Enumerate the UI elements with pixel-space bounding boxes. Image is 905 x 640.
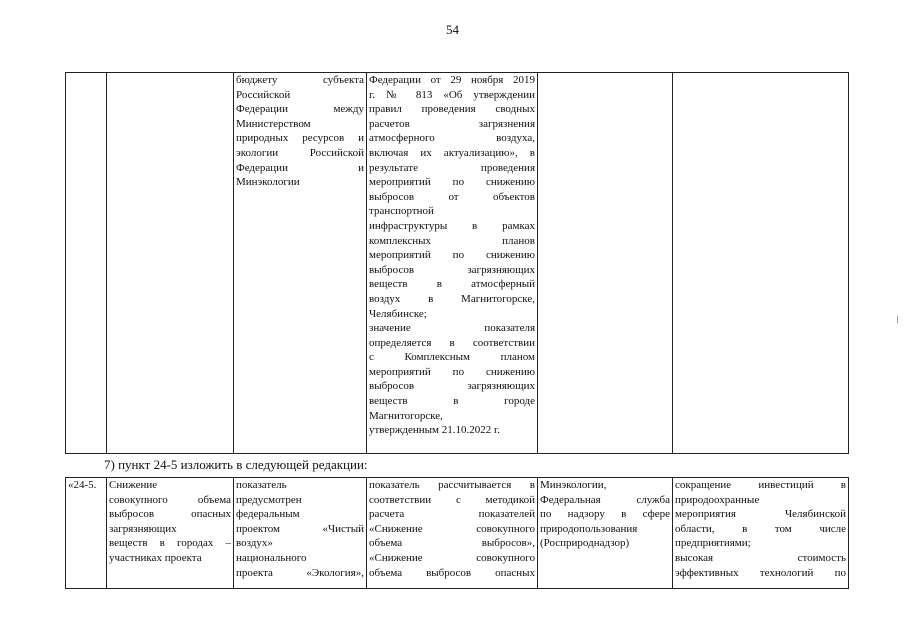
cell-text-line: Федерации между xyxy=(236,103,364,116)
cell-text-line: Магнитогорске, xyxy=(369,409,443,422)
cell-source xyxy=(234,73,367,454)
cell-text-line: предусмотрен xyxy=(236,493,302,506)
cell-text-line: Минэкологии, xyxy=(540,479,607,491)
cell-text-line: комплексных планов xyxy=(369,234,535,247)
cell-text-line: мероприятия Челябинской xyxy=(675,508,846,521)
cell-text-line: природных ресурсов и xyxy=(236,132,364,145)
cell-text-line: эффективных технологий по xyxy=(675,566,846,579)
table-row xyxy=(66,478,849,589)
cell-text-line: результате проведения xyxy=(369,161,535,174)
cell-indicator xyxy=(107,478,234,589)
cell-text-line: объема выбросов опасных xyxy=(369,566,535,579)
cell-risks xyxy=(673,73,849,454)
item-24-5-table xyxy=(65,477,849,589)
cell-text-line: показатель рассчитывается в xyxy=(369,479,535,491)
cell-source xyxy=(234,478,367,589)
amendment-instruction: 7) пункт 24-5 изложить в следующей редакции: xyxy=(104,457,368,472)
cell-text-line: с Комплексным планом xyxy=(369,351,535,364)
cell-text-line: включая их актуализацию», в xyxy=(369,146,535,159)
page-number: 54 xyxy=(446,22,459,37)
cell-text-line: высокая стоимость xyxy=(675,551,846,564)
cell-text-line: воздух в Магнитогорске, xyxy=(369,292,535,305)
cell-text-line: предприятиями; xyxy=(675,537,751,550)
cell-text-line: г. № 813 «Об утверждении xyxy=(369,88,535,101)
cell-text-line: по надзору в сфере xyxy=(540,508,670,521)
cell-responsible xyxy=(538,73,673,454)
cell-text-line: правил проведения сводных xyxy=(369,103,535,116)
cell-text-line: соответствии с методикой xyxy=(369,493,535,506)
cell-text-line: Минэкологии xyxy=(236,176,300,189)
cell-text-line: мероприятий по снижению xyxy=(369,249,535,262)
table-row xyxy=(66,73,849,454)
cell-text-line: совокупного объема xyxy=(109,493,231,506)
cell-text-line: веществ в городах – xyxy=(109,537,231,550)
cell-risks xyxy=(673,478,849,589)
cell-text-line: загрязняющих xyxy=(109,522,177,535)
cell-text-line: природоохранные xyxy=(675,493,760,506)
cell-text-line: (Росприроднадзор) xyxy=(540,537,630,550)
cell-text-line: выбросов загрязняющих xyxy=(369,263,535,276)
cell-text-line: «Снижение совокупного xyxy=(369,551,535,564)
cell-text-line: определяется в соответствии xyxy=(369,336,535,349)
cell-text-line: транспортной xyxy=(369,205,434,218)
cell-text-line: Федерации от 29 ноября 2019 xyxy=(369,74,535,86)
cell-text-line: Федеральная служба xyxy=(540,493,670,506)
cell-text-line: веществ в атмосферный xyxy=(369,278,535,291)
cell-text-line: национального xyxy=(236,551,307,564)
cell-text-line: области, в том числе xyxy=(675,522,846,535)
cell-number xyxy=(66,73,107,454)
cell-text-line: утвержденным 21.10.2022 г. xyxy=(369,424,501,437)
cell-method xyxy=(367,478,538,589)
cell-text-line: Федерации и xyxy=(236,161,364,174)
cell-text-line: природопользования xyxy=(540,522,638,535)
cell-text-line: «Снижение совокупного xyxy=(369,522,535,535)
cell-text-line: воздух» xyxy=(236,537,273,550)
cell-text-line: атмосферного воздуха, xyxy=(369,132,535,145)
cell-text-line: выбросов загрязняющих xyxy=(369,380,535,393)
cell-text-line: Челябинске; xyxy=(369,307,427,320)
cell-text-line: бюджету субъекта xyxy=(236,74,364,86)
cell-number xyxy=(66,478,107,589)
cell-text-line: инфраструктуры в рамках xyxy=(369,219,535,232)
cell-text-line: федеральным xyxy=(236,508,300,521)
cell-text-line: значение показателя xyxy=(369,322,535,335)
cell-text-line: выбросов от объектов xyxy=(369,190,535,203)
cell-text-line: выбросов опасных xyxy=(109,508,231,521)
cell-indicator xyxy=(107,73,234,454)
cell-text-line: веществ в городе xyxy=(369,395,535,408)
cell-text-line: проектом «Чистый xyxy=(236,522,364,535)
cell-text-line: показатель xyxy=(236,479,287,491)
cell-method xyxy=(367,73,538,454)
cell-text-line: мероприятий по снижению xyxy=(369,365,535,378)
cell-text-line: экологии Российской xyxy=(236,146,364,159)
cell-text-line: участниках проекта xyxy=(109,551,202,564)
cell-text-line: Снижение xyxy=(109,479,158,491)
cell-text-line: объема выбросов», xyxy=(369,537,535,550)
cell-text-line: проекта «Экология», xyxy=(236,566,364,579)
cell-text-line: мероприятий по снижению xyxy=(369,176,535,189)
cell-text-line: расчета показателей xyxy=(369,508,535,521)
cell-text-line: расчетов загрязнения xyxy=(369,117,535,130)
continuation-table xyxy=(65,72,849,454)
cell-text-line: Министерством xyxy=(236,117,311,130)
margin-mark xyxy=(897,316,898,323)
item-number: «24-5. xyxy=(68,479,97,491)
cell-text-line: Российской xyxy=(236,88,291,101)
cell-text-line: сокращение инвестиций в xyxy=(675,479,846,491)
cell-responsible xyxy=(538,478,673,589)
